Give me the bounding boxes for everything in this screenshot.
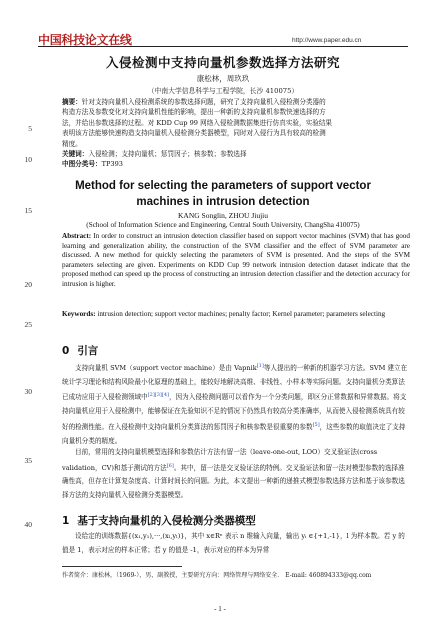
line-number: 40 bbox=[24, 520, 32, 529]
footnote-rule bbox=[62, 566, 182, 567]
line-number: 30 bbox=[24, 387, 32, 396]
section-heading: 0 引言 bbox=[62, 345, 99, 357]
abstract-line: 精度。 bbox=[62, 139, 82, 148]
page-number: - 1 - bbox=[214, 605, 226, 613]
chinese-affiliation: （中南大学信息科学与工程学院，长沙 410075） bbox=[147, 87, 299, 95]
section1-paragraph: 设给定的训练数据{(x₁,y₁),···,(xₗ,yₗ)}，其中 x∈Rⁿ 表示 n 维输入向量，输出 yᵢ ∈{+1,-1}，l 为样本数。若 y 的值是 1，表示对应的样本正常；若 y 的值是 -1，表示对应的样本为异常 bbox=[62, 532, 405, 554]
author-footnote: 作者简介：康松林，（1969-），男，副教授，主要研究方向：网络管理与网络安全． E-mail: 460894333@qq.com bbox=[62, 572, 372, 579]
citation-link[interactable]: [1] bbox=[256, 363, 264, 369]
keywords-label: 关键词： bbox=[62, 150, 89, 159]
citation-link[interactable]: [2][3][4] bbox=[147, 392, 169, 399]
line-number: 20 bbox=[24, 280, 32, 289]
page-header bbox=[0, 0, 440, 46]
site-url[interactable]: http://www.paper.edu.cn bbox=[292, 37, 362, 44]
class-value: TP393 bbox=[101, 160, 123, 169]
abstract-line: 针对支持向量机入侵检测系统的参数选择问题，研究了支持向量机入侵检测分类器的 bbox=[81, 98, 326, 106]
keywords-text: 入侵检测；支持向量机；惩罚因子；核参数；参数选择 bbox=[88, 150, 247, 159]
abstract-label: 摘要： bbox=[62, 98, 82, 106]
line-number: 25 bbox=[24, 320, 32, 329]
section-heading: 1 基于支持向量机的入侵检测分类器模型 bbox=[62, 515, 256, 527]
line-number: 15 bbox=[24, 206, 32, 215]
line-number: 10 bbox=[24, 155, 32, 164]
abstract-line: 法，并给出参数选择的过程。对 KDD Cup 99 网络入侵检测数据集进行仿真实验，实验结果 bbox=[62, 118, 332, 127]
line-number: 5 bbox=[28, 124, 32, 133]
class-label: 中图分类号： bbox=[62, 160, 102, 169]
chinese-title: 入侵检测中支持向量机参数选择方法研究 bbox=[105, 55, 340, 70]
keywords-label-en: Keywords: bbox=[62, 310, 96, 318]
abstract-label-en: Abstract: bbox=[62, 232, 92, 240]
intro-paragraph-2: 目前，常用的支持向量机模型选择和参数估计方法有留一法（leave-one-out, LOO）交叉验证法(cross validation，CV)和基于测试的方法[6]。其中，留一法是交叉验证法的特例。交叉验证法和留一法对模型参数的选择准确性高，但存在计算复杂度高、计算时间长的问题。为此，本文提出一种新的递推式模型参数选择方法和基于该参数选择方法的支持向量机入侵检测分类器模型。 bbox=[62, 448, 405, 499]
chinese-authors: 康松林，周玖玖 bbox=[196, 74, 250, 83]
english-title: Method for selecting the parameters of support vector machines in intrusion detection bbox=[75, 180, 371, 208]
abstract-line: 表明该方法能够快速构造支持向量机入侵检测分类器模型，同时对入侵行为具有较高的检测 bbox=[62, 129, 326, 138]
abstract-line: 构造方法及参数变化对支持向量机性能的影响，提出一种新的支持向量机参数快速选择的方 bbox=[62, 108, 326, 117]
header-rule bbox=[38, 46, 408, 47]
english-affiliation: (School of Information Science and Engineering, Central South University, ChangSha 410075) bbox=[86, 221, 360, 229]
intro-paragraph-1: 支持向量机 SVM（support vector machine）是由 Vapnik[1]等人提出的一种新的机器学习方法。SVM 建立在统计学习理论和结构风险最小化原理的基础上，能较好地解决高维、非线性、小样本等实际问题。支持向量机分类算法已成功应用于入侵检测领域中[2][3][4]，因为入侵检测问题可以看作为一个分类问题，即区分正常数据和异常数据。将支持向量机应用于入侵检测中，能够保证在先验知识不足的情况下仍然具有较高分类准确率，从而使入侵检测系统具有较好的检测性能。在入侵检测中支持向量机分类算法的惩罚因子和核参数是很重要的参数[5]，这些参数的取值决定了支持向量机分类的精度。 bbox=[62, 363, 408, 445]
citation-link[interactable]: [6] bbox=[166, 462, 174, 469]
site-logo[interactable]: 中国科技论文在线 bbox=[38, 33, 132, 47]
chinese-abstract bbox=[62, 97, 410, 170]
english-keywords bbox=[62, 310, 410, 320]
citation-link[interactable]: [5] bbox=[312, 421, 320, 428]
line-number: 35 bbox=[24, 456, 32, 465]
keywords-text-en: intrusion detection; support vector machines; penalty factor; Kernel parameter; parameters selecting bbox=[95, 310, 386, 318]
abstract-text-en: In order to construct an intrusion detection classifier based on support vector machines (SVM) that has good learning and generalization ability, the construction of the SVM classifier and the effect of SVM parameter are discussed. A new method for quickly selecting the parameters of SVM is presented. And the steps of the SVM parameters selecting are given. Experiments on KDD Cup 99 network intrusion detection dataset indicate that the proposed method can speed up the process of constructing an intrusion detection classifier and the detection accuracy for intrusion is higher. bbox=[62, 232, 410, 288]
english-authors: KANG Songlin, ZHOU Jiujiu bbox=[177, 211, 268, 220]
english-abstract bbox=[62, 232, 410, 289]
